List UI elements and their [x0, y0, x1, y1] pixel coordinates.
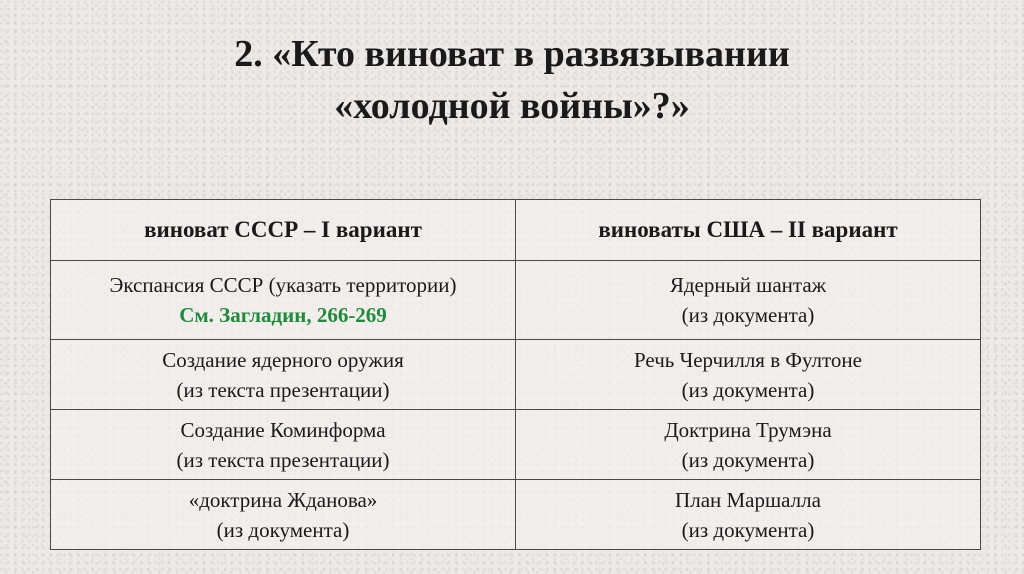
cell-source: (из документа)	[681, 517, 815, 542]
cell-source: (из документа)	[681, 447, 815, 472]
cell-ussr-4	[51, 480, 516, 550]
cell-usa-3	[516, 410, 981, 480]
cell-ussr-1	[51, 261, 516, 340]
cell-source: (из документа)	[216, 517, 350, 542]
cell-ussr-3	[51, 410, 516, 480]
cell-source: (из текста презентации)	[176, 447, 390, 472]
table-row	[51, 261, 981, 340]
cell-text: План Маршалла	[675, 487, 821, 512]
title-line-1: 2. «Кто виноват в развязывании	[234, 33, 790, 75]
cell-text: Создание ядерного оружия	[162, 347, 404, 372]
header-ussr: виноват СССР – I вариант	[51, 200, 516, 261]
header-usa: виноваты США – II вариант	[516, 200, 981, 261]
cell-source: (из текста презентации)	[176, 377, 390, 402]
cell-text: Речь Черчилля в Фултоне	[634, 347, 862, 372]
cell-text: Доктрина Трумэна	[664, 417, 832, 442]
cell-usa-2	[516, 340, 981, 410]
table-row	[51, 340, 981, 410]
cell-text: Ядерный шантаж	[669, 273, 827, 297]
table-row	[51, 410, 981, 480]
cell-usa-1	[516, 261, 981, 340]
title-line-2: «холодной войны»?»	[334, 85, 690, 127]
cell-ussr-2	[51, 340, 516, 410]
cell-text: «доктрина Жданова»	[188, 487, 378, 512]
table-row	[51, 480, 981, 550]
slide-title	[0, 28, 1024, 132]
comparison-table	[50, 199, 981, 550]
reference-text: См. Загладин, 266-269	[179, 303, 387, 327]
cell-text: Создание Коминформа	[180, 417, 386, 442]
cell-source: (из документа)	[681, 303, 815, 327]
cell-text: Экспансия СССР (указать территории)	[109, 273, 457, 297]
header-row	[51, 200, 981, 261]
cell-source: (из документа)	[681, 377, 815, 402]
cell-usa-4	[516, 480, 981, 550]
